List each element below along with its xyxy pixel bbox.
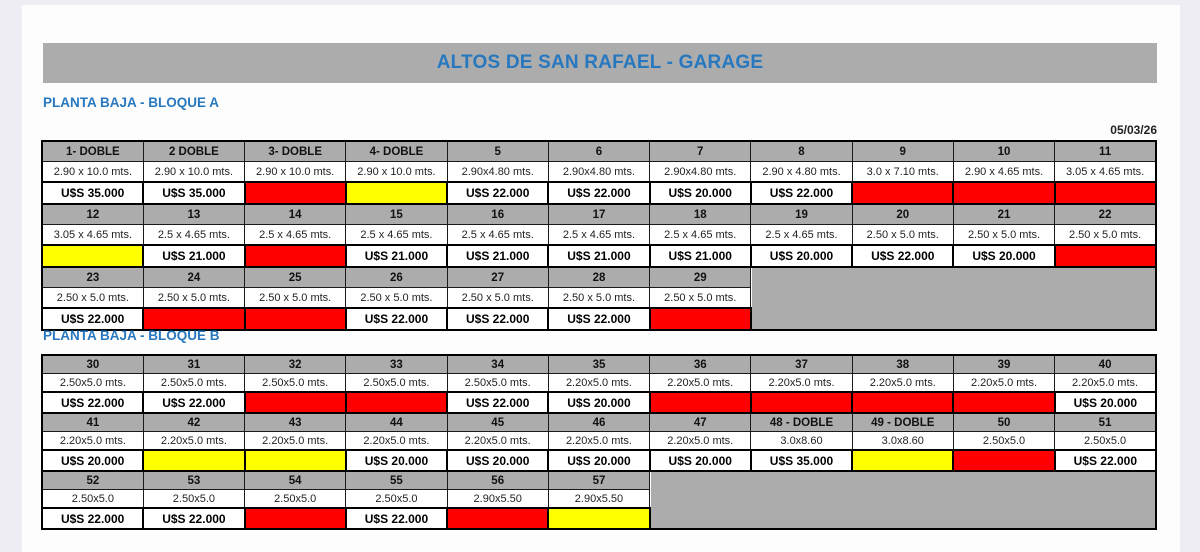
unit-17-price: U$S 21.000 bbox=[548, 245, 649, 267]
unit-55-header: 55 bbox=[346, 471, 447, 490]
unit-37-price bbox=[751, 392, 852, 413]
unit-5-size: 2.90x4.80 mts. bbox=[447, 162, 548, 183]
unit-14-size: 2.5 x 4.65 mts. bbox=[245, 225, 346, 246]
unit-49-header: 49 - DOBLE bbox=[852, 413, 953, 432]
unit-4-price bbox=[346, 182, 447, 204]
unit-2-size: 2.90 x 10.0 mts. bbox=[143, 162, 244, 183]
unit-2-price: U$S 35.000 bbox=[143, 182, 244, 204]
unit-31-size: 2.50x5.0 mts. bbox=[143, 374, 244, 393]
unit-46-header: 46 bbox=[548, 413, 649, 432]
unit-48-size: 3.0x8.60 bbox=[751, 432, 852, 451]
table-row bbox=[42, 245, 1156, 267]
unit-26-header: 26 bbox=[346, 267, 447, 288]
table-row bbox=[42, 432, 1156, 451]
unit-47-size: 2.20x5.0 mts. bbox=[650, 432, 751, 451]
unit-13-price: U$S 21.000 bbox=[143, 245, 244, 267]
unit-36-size: 2.20x5.0 mts. bbox=[650, 374, 751, 393]
unit-4-header: 4- DOBLE bbox=[346, 141, 447, 162]
unit-23-price: U$S 22.000 bbox=[42, 308, 143, 330]
unit-48-header: 48 - DOBLE bbox=[751, 413, 852, 432]
unit-54-header: 54 bbox=[245, 471, 346, 490]
unit-40-price: U$S 20.000 bbox=[1055, 392, 1156, 413]
unit-29-header: 29 bbox=[650, 267, 751, 288]
unit-33-header: 33 bbox=[346, 355, 447, 374]
unit-14-price bbox=[245, 245, 346, 267]
unit-30-price: U$S 22.000 bbox=[42, 392, 143, 413]
unit-23-header: 23 bbox=[42, 267, 143, 288]
table-row bbox=[42, 162, 1156, 183]
unit-48-price: U$S 35.000 bbox=[751, 450, 852, 471]
unit-20-header: 20 bbox=[852, 204, 953, 225]
unit-15-price: U$S 21.000 bbox=[346, 245, 447, 267]
unit-56-size: 2.90x5.50 bbox=[447, 490, 548, 509]
document-page bbox=[22, 5, 1180, 552]
unit-1-header: 1- DOBLE bbox=[42, 141, 143, 162]
unit-25-price bbox=[245, 308, 346, 330]
table-row bbox=[42, 392, 1156, 413]
unit-23-size: 2.50 x 5.0 mts. bbox=[42, 288, 143, 309]
unit-45-size: 2.20x5.0 mts. bbox=[447, 432, 548, 451]
unit-54-size: 2.50x5.0 bbox=[245, 490, 346, 509]
empty-filler-area bbox=[751, 267, 1156, 330]
table-row bbox=[42, 450, 1156, 471]
unit-32-header: 32 bbox=[245, 355, 346, 374]
unit-16-header: 16 bbox=[447, 204, 548, 225]
table-row bbox=[42, 141, 1156, 162]
unit-28-header: 28 bbox=[548, 267, 649, 288]
table-row bbox=[42, 267, 1156, 288]
table-row bbox=[42, 471, 1156, 490]
unit-52-price: U$S 22.000 bbox=[42, 508, 143, 529]
unit-1-price: U$S 35.000 bbox=[42, 182, 143, 204]
unit-52-size: 2.50x5.0 bbox=[42, 490, 143, 509]
unit-19-header: 19 bbox=[751, 204, 852, 225]
unit-35-header: 35 bbox=[548, 355, 649, 374]
unit-19-price: U$S 20.000 bbox=[751, 245, 852, 267]
garage-table-bloque-b bbox=[41, 354, 1157, 530]
unit-44-price: U$S 20.000 bbox=[346, 450, 447, 471]
unit-21-header: 21 bbox=[953, 204, 1054, 225]
unit-29-price bbox=[650, 308, 751, 330]
unit-11-header: 11 bbox=[1055, 141, 1156, 162]
unit-5-price: U$S 22.000 bbox=[447, 182, 548, 204]
unit-43-size: 2.20x5.0 mts. bbox=[245, 432, 346, 451]
unit-21-price: U$S 20.000 bbox=[953, 245, 1054, 267]
unit-47-price: U$S 20.000 bbox=[650, 450, 751, 471]
unit-3-size: 2.90 x 10.0 mts. bbox=[245, 162, 346, 183]
unit-38-price bbox=[852, 392, 953, 413]
unit-28-price: U$S 22.000 bbox=[548, 308, 649, 330]
unit-4-size: 2.90 x 10.0 mts. bbox=[346, 162, 447, 183]
unit-50-price bbox=[953, 450, 1054, 471]
unit-38-header: 38 bbox=[852, 355, 953, 374]
unit-30-header: 30 bbox=[42, 355, 143, 374]
unit-9-header: 9 bbox=[852, 141, 953, 162]
unit-5-header: 5 bbox=[447, 141, 548, 162]
unit-17-header: 17 bbox=[548, 204, 649, 225]
unit-44-size: 2.20x5.0 mts. bbox=[346, 432, 447, 451]
unit-50-header: 50 bbox=[953, 413, 1054, 432]
unit-16-size: 2.5 x 4.65 mts. bbox=[447, 225, 548, 246]
date-label: 05/03/26 bbox=[1110, 123, 1157, 137]
unit-7-header: 7 bbox=[650, 141, 751, 162]
table-row bbox=[42, 355, 1156, 374]
unit-40-header: 40 bbox=[1055, 355, 1156, 374]
unit-54-price bbox=[245, 508, 346, 529]
unit-3-price bbox=[245, 182, 346, 204]
unit-52-header: 52 bbox=[42, 471, 143, 490]
unit-32-price bbox=[245, 392, 346, 413]
unit-25-size: 2.50 x 5.0 mts. bbox=[245, 288, 346, 309]
unit-43-header: 43 bbox=[245, 413, 346, 432]
unit-42-header: 42 bbox=[143, 413, 244, 432]
unit-42-size: 2.20x5.0 mts. bbox=[143, 432, 244, 451]
unit-13-header: 13 bbox=[143, 204, 244, 225]
unit-31-header: 31 bbox=[143, 355, 244, 374]
unit-56-header: 56 bbox=[447, 471, 548, 490]
unit-33-size: 2.50x5.0 mts. bbox=[346, 374, 447, 393]
unit-22-header: 22 bbox=[1055, 204, 1156, 225]
unit-49-price bbox=[852, 450, 953, 471]
unit-14-header: 14 bbox=[245, 204, 346, 225]
unit-6-size: 2.90x4.80 mts. bbox=[548, 162, 649, 183]
unit-51-price: U$S 22.000 bbox=[1055, 450, 1156, 471]
unit-38-size: 2.20x5.0 mts. bbox=[852, 374, 953, 393]
unit-46-price: U$S 20.000 bbox=[548, 450, 649, 471]
unit-7-size: 2.90x4.80 mts. bbox=[650, 162, 751, 183]
unit-18-header: 18 bbox=[650, 204, 751, 225]
unit-34-price: U$S 22.000 bbox=[447, 392, 548, 413]
unit-8-price: U$S 22.000 bbox=[751, 182, 852, 204]
unit-11-price bbox=[1055, 182, 1156, 204]
unit-12-price bbox=[42, 245, 143, 267]
unit-7-price: U$S 20.000 bbox=[650, 182, 751, 204]
table-row bbox=[42, 204, 1156, 225]
unit-33-price bbox=[346, 392, 447, 413]
unit-27-size: 2.50 x 5.0 mts. bbox=[447, 288, 548, 309]
unit-35-size: 2.20x5.0 mts. bbox=[548, 374, 649, 393]
unit-8-size: 2.90 x 4.80 mts. bbox=[751, 162, 852, 183]
section-title-bloque-b: PLANTA BAJA - BLOQUE B bbox=[43, 328, 220, 343]
title-banner bbox=[43, 43, 1157, 83]
unit-39-header: 39 bbox=[953, 355, 1054, 374]
unit-37-size: 2.20x5.0 mts. bbox=[751, 374, 852, 393]
unit-18-size: 2.5 x 4.65 mts. bbox=[650, 225, 751, 246]
unit-24-size: 2.50 x 5.0 mts. bbox=[143, 288, 244, 309]
unit-36-price bbox=[650, 392, 751, 413]
unit-18-price: U$S 21.000 bbox=[650, 245, 751, 267]
unit-12-header: 12 bbox=[42, 204, 143, 225]
unit-3-header: 3- DOBLE bbox=[245, 141, 346, 162]
unit-34-size: 2.50x5.0 mts. bbox=[447, 374, 548, 393]
section-title-bloque-a: PLANTA BAJA - BLOQUE A bbox=[43, 95, 219, 110]
unit-30-size: 2.50x5.0 mts. bbox=[42, 374, 143, 393]
unit-9-size: 3.0 x 7.10 mts. bbox=[852, 162, 953, 183]
unit-53-size: 2.50x5.0 bbox=[143, 490, 244, 509]
unit-56-price bbox=[447, 508, 548, 529]
unit-51-size: 2.50x5.0 bbox=[1055, 432, 1156, 451]
unit-28-size: 2.50 x 5.0 mts. bbox=[548, 288, 649, 309]
unit-36-header: 36 bbox=[650, 355, 751, 374]
unit-12-size: 3.05 x 4.65 mts. bbox=[42, 225, 143, 246]
unit-16-price: U$S 21.000 bbox=[447, 245, 548, 267]
unit-57-header: 57 bbox=[548, 471, 649, 490]
unit-34-header: 34 bbox=[447, 355, 548, 374]
table-row bbox=[42, 374, 1156, 393]
unit-2-header: 2 DOBLE bbox=[143, 141, 244, 162]
unit-51-header: 51 bbox=[1055, 413, 1156, 432]
unit-27-price: U$S 22.000 bbox=[447, 308, 548, 330]
unit-45-price: U$S 20.000 bbox=[447, 450, 548, 471]
unit-10-price bbox=[953, 182, 1054, 204]
unit-9-price bbox=[852, 182, 953, 204]
unit-22-price bbox=[1055, 245, 1156, 267]
unit-49-size: 3.0x8.60 bbox=[852, 432, 953, 451]
unit-13-size: 2.5 x 4.65 mts. bbox=[143, 225, 244, 246]
unit-26-size: 2.50 x 5.0 mts. bbox=[346, 288, 447, 309]
unit-10-size: 2.90 x 4.65 mts. bbox=[953, 162, 1054, 183]
unit-35-price: U$S 20.000 bbox=[548, 392, 649, 413]
unit-15-size: 2.5 x 4.65 mts. bbox=[346, 225, 447, 246]
unit-6-price: U$S 22.000 bbox=[548, 182, 649, 204]
unit-45-header: 45 bbox=[447, 413, 548, 432]
unit-53-price: U$S 22.000 bbox=[143, 508, 244, 529]
unit-26-price: U$S 22.000 bbox=[346, 308, 447, 330]
unit-55-price: U$S 22.000 bbox=[346, 508, 447, 529]
unit-21-size: 2.50 x 5.0 mts. bbox=[953, 225, 1054, 246]
unit-57-size: 2.90x5.50 bbox=[548, 490, 649, 509]
unit-40-size: 2.20x5.0 mts. bbox=[1055, 374, 1156, 393]
table-row bbox=[42, 413, 1156, 432]
table-row bbox=[42, 182, 1156, 204]
unit-39-price bbox=[953, 392, 1054, 413]
unit-19-size: 2.5 x 4.65 mts. bbox=[751, 225, 852, 246]
unit-57-price bbox=[548, 508, 649, 529]
unit-53-header: 53 bbox=[143, 471, 244, 490]
unit-50-size: 2.50x5.0 bbox=[953, 432, 1054, 451]
unit-32-size: 2.50x5.0 mts. bbox=[245, 374, 346, 393]
unit-41-size: 2.20x5.0 mts. bbox=[42, 432, 143, 451]
unit-6-header: 6 bbox=[548, 141, 649, 162]
unit-41-header: 41 bbox=[42, 413, 143, 432]
unit-17-size: 2.5 x 4.65 mts. bbox=[548, 225, 649, 246]
unit-44-header: 44 bbox=[346, 413, 447, 432]
unit-46-size: 2.20x5.0 mts. bbox=[548, 432, 649, 451]
unit-10-header: 10 bbox=[953, 141, 1054, 162]
unit-8-header: 8 bbox=[751, 141, 852, 162]
unit-39-size: 2.20x5.0 mts. bbox=[953, 374, 1054, 393]
unit-31-price: U$S 22.000 bbox=[143, 392, 244, 413]
unit-55-size: 2.50x5.0 bbox=[346, 490, 447, 509]
empty-filler-area bbox=[650, 471, 1156, 529]
unit-43-price bbox=[245, 450, 346, 471]
unit-29-size: 2.50 x 5.0 mts. bbox=[650, 288, 751, 309]
unit-47-header: 47 bbox=[650, 413, 751, 432]
unit-20-price: U$S 22.000 bbox=[852, 245, 953, 267]
unit-11-size: 3.05 x 4.65 mts. bbox=[1055, 162, 1156, 183]
garage-table-bloque-a bbox=[41, 140, 1157, 331]
unit-1-size: 2.90 x 10.0 mts. bbox=[42, 162, 143, 183]
unit-24-header: 24 bbox=[143, 267, 244, 288]
page-title: ALTOS DE SAN RAFAEL - GARAGE bbox=[436, 52, 764, 73]
unit-24-price bbox=[143, 308, 244, 330]
table-row bbox=[42, 225, 1156, 246]
unit-42-price bbox=[143, 450, 244, 471]
unit-41-price: U$S 20.000 bbox=[42, 450, 143, 471]
unit-27-header: 27 bbox=[447, 267, 548, 288]
unit-15-header: 15 bbox=[346, 204, 447, 225]
unit-37-header: 37 bbox=[751, 355, 852, 374]
unit-20-size: 2.50 x 5.0 mts. bbox=[852, 225, 953, 246]
unit-22-size: 2.50 x 5.0 mts. bbox=[1055, 225, 1156, 246]
unit-25-header: 25 bbox=[245, 267, 346, 288]
